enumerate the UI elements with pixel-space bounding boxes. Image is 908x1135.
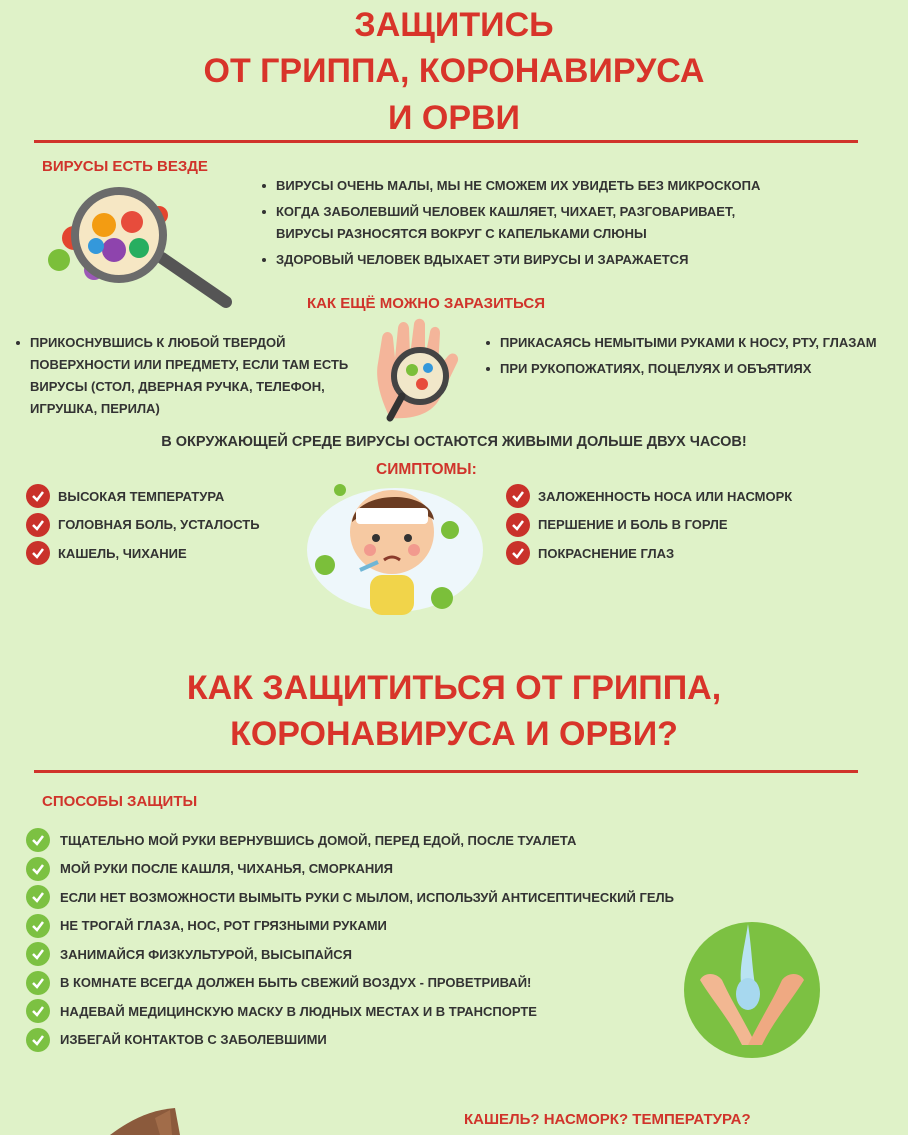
symptom-row <box>26 539 316 568</box>
check-icon <box>26 1028 50 1052</box>
page-title-line2: ОТ ГРИППА, КОРОНАВИРУСА <box>203 52 705 90</box>
protect-label: В КОМНАТЕ ВСЕГДА ДОЛЖЕН БЫТЬ СВЕЖИЙ ВОЗДУХ - ПРОВЕТРИВАЙ! <box>60 975 532 991</box>
symptom-label: КАШЕЛЬ, ЧИХАНИЕ <box>58 545 187 561</box>
protect-label: НЕ ТРОГАЙ ГЛАЗА, НОС, РОТ ГРЯЗНЫМИ РУКАМИ <box>60 918 387 934</box>
list-item: ЗДОРОВЫЙ ЧЕЛОВЕК ВДЫХАЕТ ЭТИ ВИРУСЫ И ЗАРАЖАЕТСЯ <box>260 249 780 271</box>
other-ways-left-list <box>14 332 354 424</box>
protect-row <box>26 940 686 969</box>
check-icon <box>26 484 50 508</box>
list-item: КОГДА ЗАБОЛЕВШИЙ ЧЕЛОВЕК КАШЛЯЕТ, ЧИХАЕТ, РАЗГОВАРИВАЕТ, ВИРУСЫ РАЗНОСЯТСЯ ВОКРУГ С КАПЕЛЬКАМИ СЛЮНЫ <box>260 201 780 245</box>
magnifier-viruses-icon <box>34 180 244 310</box>
list-item: ПРИ РУКОПОЖАТИЯХ, ПОЦЕЛУЯХ И ОБЪЯТИЯХ <box>484 358 884 380</box>
symptoms-left <box>26 482 316 568</box>
symptom-row <box>26 511 316 540</box>
symptom-label: ВЫСОКАЯ ТЕМПЕРАТУРА <box>58 488 225 504</box>
symptom-label: ЗАЛОЖЕННОСТЬ НОСА ИЛИ НАСМОРК <box>538 488 793 504</box>
protect-row <box>26 969 686 998</box>
washing-hands-icon <box>682 920 822 1060</box>
symptom-label: ПОКРАСНЕНИЕ ГЛАЗ <box>538 545 675 561</box>
viruses-list <box>260 175 780 275</box>
list-item: ПРИКОСНУВШИСЬ К ЛЮБОЙ ТВЕРДОЙ ПОВЕРХНОСТИ ИЛИ ПРЕДМЕТУ, ЕСЛИ ТАМ ЕСТЬ ВИРУСЫ (СТОЛ, ДВЕРНАЯ РУЧКА, ТЕЛЕФОН, ИГРУШКА, ПЕРИЛА) <box>14 332 354 420</box>
footer-teaser: КАШЕЛЬ? НАСМОРК? ТЕМПЕРАТУРА? <box>464 1111 751 1128</box>
check-icon <box>26 885 50 909</box>
protect-row <box>26 826 686 855</box>
check-icon <box>26 513 50 537</box>
protect-divider <box>34 770 858 773</box>
symptom-row <box>506 511 886 540</box>
symptoms-heading: СИМПТОМЫ: <box>376 461 477 478</box>
page-title-line1: ЗАЩИТИСЬ <box>354 6 554 44</box>
check-icon <box>506 541 530 565</box>
survival-note: В ОКРУЖАЮЩЕЙ СРЕДЕ ВИРУСЫ ОСТАЮТСЯ ЖИВЫМИ ДОЛЬШЕ ДВУХ ЧАСОВ! <box>161 434 747 450</box>
protect-question-line2: КОРОНАВИРУСА И ОРВИ? <box>230 715 678 753</box>
other-ways-right-list <box>484 332 884 384</box>
symptom-row <box>506 482 886 511</box>
protect-label: МОЙ РУКИ ПОСЛЕ КАШЛЯ, ЧИХАНЬЯ, СМОРКАНИЯ <box>60 861 393 877</box>
protect-question-line1: КАК ЗАЩИТИТЬСЯ ОТ ГРИППА, <box>186 669 722 707</box>
check-icon <box>506 513 530 537</box>
symptom-row <box>26 482 316 511</box>
protect-list <box>26 826 686 1054</box>
sick-child-icon <box>300 470 490 620</box>
symptoms-right <box>506 482 886 568</box>
check-icon <box>26 857 50 881</box>
list-item: ПРИКАСАЯСЬ НЕМЫТЫМИ РУКАМИ К НОСУ, РТУ, ГЛАЗАМ <box>484 332 884 354</box>
check-icon <box>26 541 50 565</box>
protect-row <box>26 855 686 884</box>
protect-row <box>26 997 686 1026</box>
protect-label: ЗАНИМАЙСЯ ФИЗКУЛЬТУРОЙ, ВЫСЫПАЙСЯ <box>60 946 352 962</box>
protect-row <box>26 883 686 912</box>
hand-viruses-icon <box>360 318 470 428</box>
partial-illustration <box>100 1100 190 1135</box>
protect-label: ТЩАТЕЛЬНО МОЙ РУКИ ВЕРНУВШИСЬ ДОМОЙ, ПЕРЕД ЕДОЙ, ПОСЛЕ ТУАЛЕТА <box>60 832 577 848</box>
protect-label: НАДЕВАЙ МЕДИЦИНСКУЮ МАСКУ В ЛЮДНЫХ МЕСТАХ И В ТРАНСПОРТЕ <box>60 1003 537 1019</box>
protect-row <box>26 1026 686 1055</box>
check-icon <box>26 971 50 995</box>
check-icon <box>26 828 50 852</box>
protect-label: ИЗБЕГАЙ КОНТАКТОВ С ЗАБОЛЕВШИМИ <box>60 1032 327 1048</box>
symptom-label: ГОЛОВНАЯ БОЛЬ, УСТАЛОСТЬ <box>58 517 260 533</box>
title-divider <box>34 140 858 143</box>
check-icon <box>26 914 50 938</box>
check-icon <box>26 999 50 1023</box>
protect-heading: СПОСОБЫ ЗАЩИТЫ <box>42 793 198 810</box>
symptom-row <box>506 539 886 568</box>
page-title-line3: И ОРВИ <box>388 99 520 137</box>
symptom-label: ПЕРШЕНИЕ И БОЛЬ В ГОРЛЕ <box>538 517 728 533</box>
other-ways-heading: КАК ЕЩЁ МОЖНО ЗАРАЗИТЬСЯ <box>306 295 546 312</box>
list-item: ВИРУСЫ ОЧЕНЬ МАЛЫ, МЫ НЕ СМОЖЕМ ИХ УВИДЕТЬ БЕЗ МИКРОСКОПА <box>260 175 780 197</box>
protect-row <box>26 912 686 941</box>
check-icon <box>26 942 50 966</box>
viruses-heading: ВИРУСЫ ЕСТЬ ВЕЗДЕ <box>42 158 208 175</box>
check-icon <box>506 484 530 508</box>
protect-label: ЕСЛИ НЕТ ВОЗМОЖНОСТИ ВЫМЫТЬ РУКИ С МЫЛОМ, ИСПОЛЬЗУЙ АНТИСЕПТИЧЕСКИЙ ГЕЛЬ <box>60 889 674 905</box>
